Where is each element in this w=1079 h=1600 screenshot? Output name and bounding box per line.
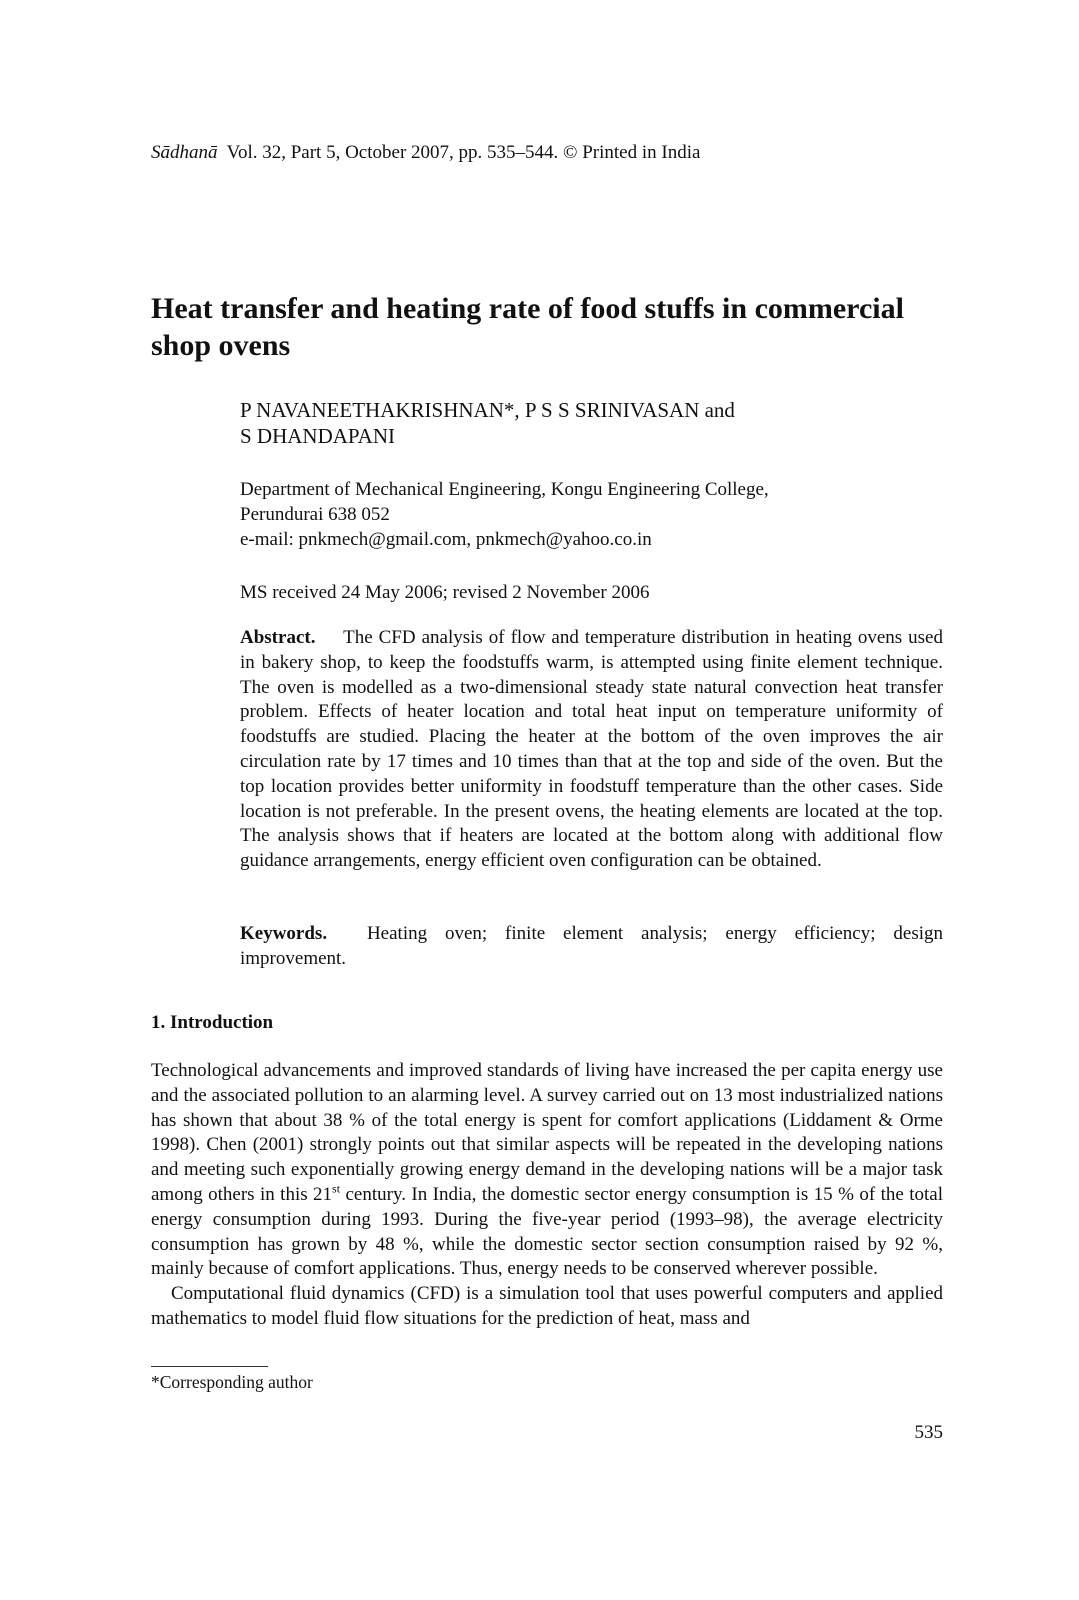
running-head	[151, 141, 700, 165]
author-line-1: P NAVANEETHAKRISHNAN*, P S S SRINIVASAN and	[240, 398, 735, 422]
abstract-text: The CFD analysis of flow and temperature distribution in heating ovens used in bakery shop, to keep the foodstuffs warm, is attempted using finite element technique. The oven is modelled as a two-dimensional steady state natural convection heat transfer problem. Effects of heater location and total heat input on temperature uniformity of foodstuffs are studied. Placing the heater at the bottom of the oven improves the air circulation rate by 17 times and 10 times than that at the top and side of the oven. But the top location provides better uniformity in foodstuff temperature than the other cases. Side location is not preferable. In the present ovens, the heating elements are located at the top. The analysis shows that if heaters are located at the bottom along with additional flow guidance arrangements, energy efficient oven configuration can be obtained.	[240, 627, 943, 872]
paragraph-1	[151, 1059, 943, 1282]
journal-details: Vol. 32, Part 5, October 2007, pp. 535–544. © Printed in India	[226, 142, 701, 163]
author-list	[240, 397, 940, 449]
affiliation	[240, 477, 940, 552]
affiliation-line-2: Perundurai 638 052	[240, 504, 390, 525]
email-line: e-mail: pnkmech@gmail.com, pnkmech@yahoo.co.in	[240, 529, 652, 550]
ordinal-superscript: st	[332, 1181, 341, 1196]
affiliation-line-1: Department of Mechanical Engineering, Kongu Engineering College,	[240, 479, 769, 500]
keywords-text: Heating oven; finite element analysis; energy efficiency; design improvement.	[240, 923, 943, 969]
keywords-label: Keywords.	[240, 923, 328, 944]
journal-name: Sādhanā	[151, 142, 218, 163]
abstract	[240, 626, 943, 874]
footnote: *Corresponding author	[151, 1372, 313, 1392]
introduction-body	[151, 1059, 943, 1332]
keywords	[240, 922, 943, 972]
page-number: 535	[914, 1422, 943, 1443]
section-heading-introduction: 1. Introduction	[151, 1012, 274, 1033]
paragraph-2: Computational fluid dynamics (CFD) is a simulation tool that uses powerful computers and applied mathematics to model fluid flow situations for the prediction of heat, mass and	[151, 1283, 943, 1329]
abstract-label: Abstract.	[240, 627, 316, 648]
received-dates: MS received 24 May 2006; revised 2 November 2006	[240, 582, 650, 603]
paper-title: Heat transfer and heating rate of food stuffs in commercial shop ovens	[151, 292, 904, 362]
footnote-divider	[151, 1366, 268, 1367]
author-line-2: S DHANDAPANI	[240, 424, 395, 448]
paragraph-1-part-b: century. In India, the domestic sector energy consumption is 15 % of the total energy consumption during 1993. During the five-year period (1993–98), the average electricity consumption has grown by 48 %, while the domestic sector section consumption raised by 92 %, mainly because of comfort applications. Thus, energy needs to be conserved wherever possible.	[151, 1183, 943, 1280]
paragraph-1-part-a: Technological advancements and improved standards of living have increased the per capita energy use and the associated pollution to an alarming level. A survey carried out on 13 most industrialized nations has shown that about 38 % of the total energy is spent for comfort applications (Liddament & Orme 1998). Chen (2001) strongly points out that similar aspects will be repeated in the developing nations and meeting such exponentially growing energy demand in the developing nations will be a major task among others in this 21	[151, 1060, 943, 1205]
